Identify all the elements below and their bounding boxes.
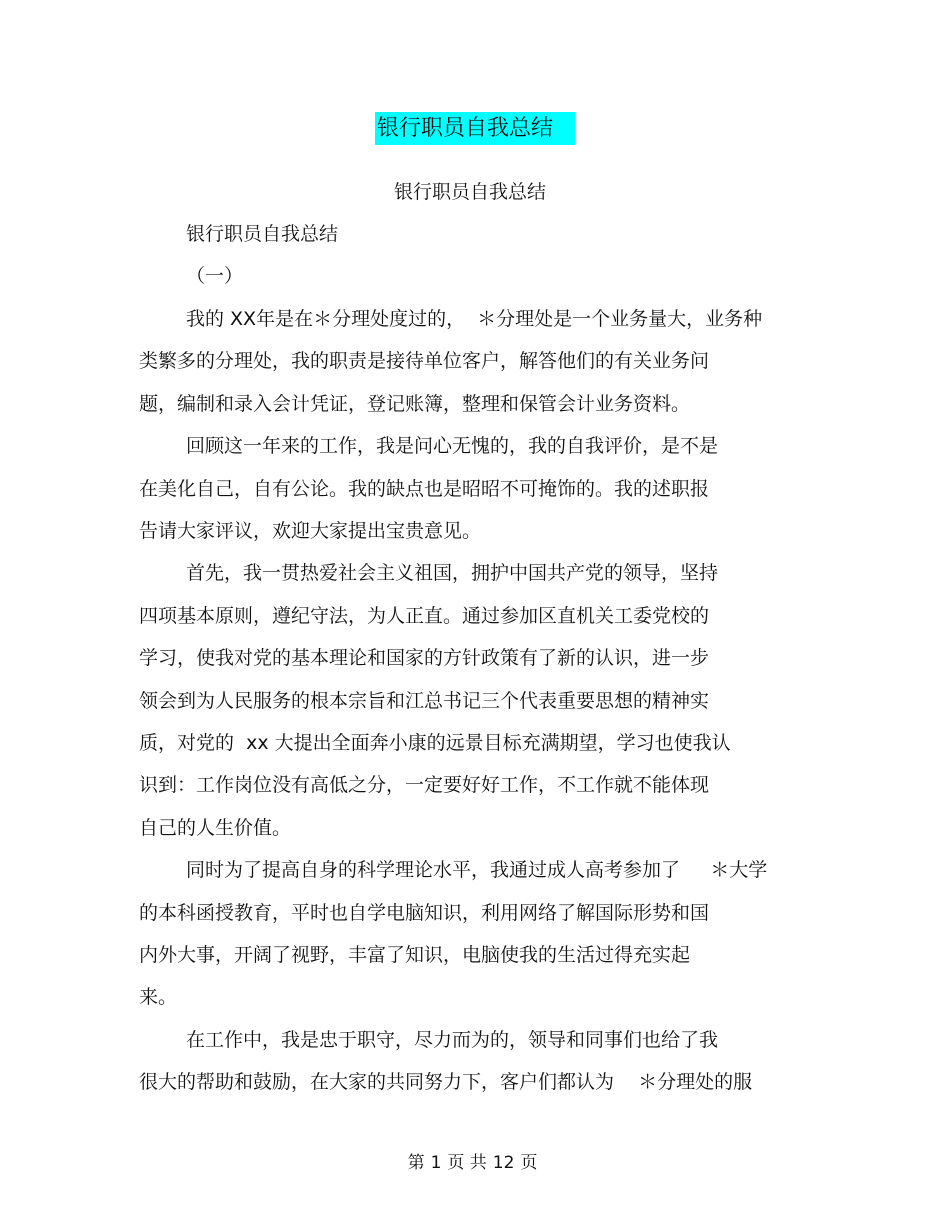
- body-line: 回顾这一年来的工作，我是问心无愧的，我的自我评价，是不是: [186, 435, 719, 457]
- body-line: 自己的人生价值。: [139, 817, 292, 839]
- body-line: 学习，使我对党的基本理论和国家的方针政策有了新的认识，进一步: [139, 647, 710, 669]
- body-line: 的本科函授教育，平时也自学电脑知识，利用网络了解国际形势和国: [139, 902, 710, 924]
- body-line: 内外大事，开阔了视野，丰富了知识，电脑使我的生活过得充实起: [139, 944, 691, 966]
- body-line: 领会到为人民服务的根本宗旨和江总书记三个代表重要思想的精神实: [139, 690, 710, 712]
- footer-page-mid: 页 共: [447, 1153, 487, 1173]
- body-line: 告请大家评议，欢迎大家提出宝贵意见。: [139, 520, 482, 542]
- body-line: 识到：工作岗位没有高低之分，一定要好好工作，不工作就不能体现: [139, 774, 710, 796]
- body-line: 质，对党的 xx 大提出全面奔小康的远景目标充满期望，学习也使我认: [139, 732, 731, 754]
- body-line: （一）: [186, 265, 244, 287]
- document-title-container: [0, 112, 950, 145]
- page-footer: [0, 1150, 945, 1176]
- body-line: 类繁多的分理处，我的职责是接待单位客户，解答他们的有关业务问: [139, 350, 710, 372]
- body-line: 在工作中，我是忠于职守，尽力而为的，领导和同事们也给了我: [186, 1029, 719, 1051]
- body-line: 同时为了提高自身的科学理论水平，我通过成人高考参加了 ＊大学: [186, 859, 768, 881]
- body-line: 四项基本原则，遵纪守法，为人正直。通过参加区直机关工委党校的: [139, 605, 710, 627]
- body-line: 我的 XX年是在＊分理处度过的， ＊分理处是一个业务量大，业务种: [186, 308, 763, 330]
- body-line: 银行职员自我总结: [186, 223, 339, 245]
- footer-page-total: 12: [492, 1153, 515, 1173]
- body-line: 首先，我一贯热爱社会主义祖国，拥护中国共产党的领导，坚持: [186, 562, 719, 584]
- footer-page-suffix: 页: [520, 1153, 538, 1173]
- document-subtitle: 银行职员自我总结: [393, 181, 546, 203]
- body-line: 题，编制和录入会计凭证，登记账簿，整理和保管会计业务资料。: [139, 393, 691, 415]
- footer-page-prefix: 第: [407, 1153, 425, 1173]
- document-title: 银行职员自我总结: [375, 112, 575, 145]
- body-line: 在美化自己，自有公论。我的缺点也是昭昭不可掩饰的。我的述职报: [139, 478, 710, 500]
- body-line: 来。: [139, 986, 178, 1008]
- footer-page-number: 1: [430, 1153, 442, 1173]
- body-line: 很大的帮助和鼓励，在大家的共同努力下，客户们都认为 ＊分理处的服: [139, 1071, 753, 1093]
